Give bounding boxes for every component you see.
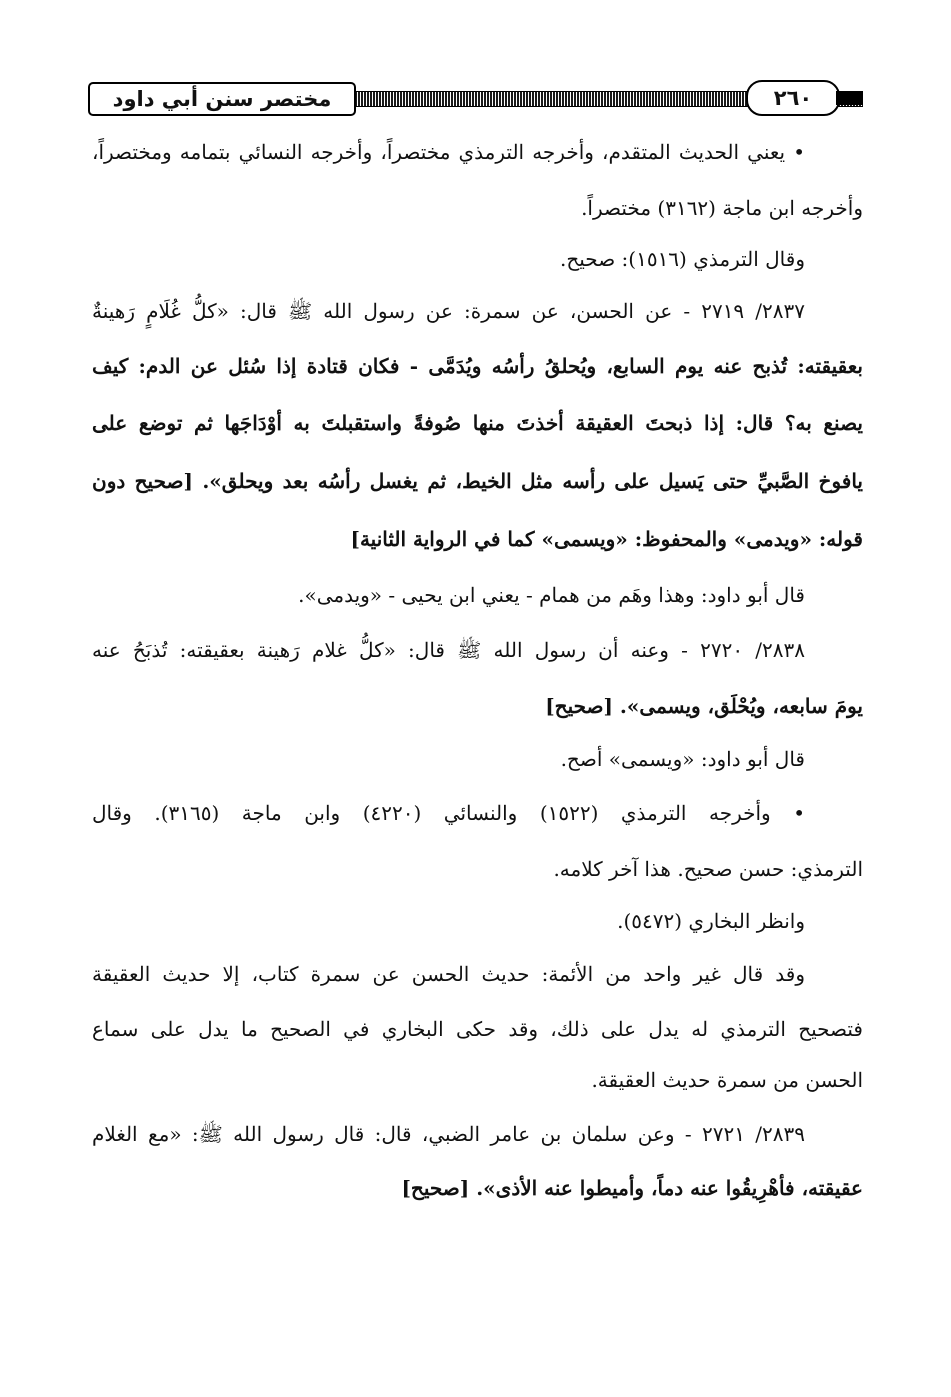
- text-line: • يعني الحديث المتقدم، وأخرجه الترمذي مختصراً، وأخرجه النسائي بتمامه ومختصراً،: [92, 140, 805, 164]
- text-line: فتصحيح الترمذي له يدل على ذلك، وقد حكى البخاري في الصحيح ما يدل على سماع: [92, 1017, 863, 1041]
- text-line: ٢٨٣٨/ ٢٧٢٠ - وعنه أن رسول الله ﷺ قال: «كلُّ غلام رَهينة بعقيقته: تُذبَحُ عنه: [92, 638, 805, 662]
- text-line: بعقيقته: تُذبح عنه يوم السابع، ويُحلقُ رأسُه ويُدَمَّى - فكان قتادة إذا سُئل عن الدم: كيف: [92, 354, 863, 378]
- text-line: • وأخرجه الترمذي (١٥٢٢) والنسائي (٤٢٢٠) وابن ماجة (٣١٦٥). وقال: [92, 801, 805, 825]
- text-line: وقال الترمذي (١٥١٦): صحيح.: [559, 247, 805, 271]
- text-line: يافوخ الصَّبيِّ حتى يَسيل على رأسه مثل الخيط، ثم يغسل رأسُه بعد ويحلق». [صحيح دون: [92, 469, 863, 493]
- text-line: يصنع به؟ قال: إذا ذبحتَ العقيقة أخذتَ منها صُوفةً واستقبلتَ به أوْدَاجَها ثم توضع على: [92, 411, 863, 435]
- text-line: ٢٨٣٧/ ٢٧١٩ - عن الحسن، عن سمرة: عن رسول الله ﷺ قال: «كلُّ غُلَامٍ رَهينةٌ: [92, 299, 805, 323]
- text-line: وانظر البخاري (٥٤٧٢).: [617, 909, 805, 933]
- text-line: عقيقته، فأهْرِيقُوا عنه دماً، وأميطوا عنه الأذى». [صحيح]: [401, 1176, 863, 1200]
- text-line: يومَ سابعه، ويُحْلَق، ويسمى». [صحيح]: [545, 694, 863, 718]
- book-title: مختصر سنن أبي داود: [88, 82, 356, 116]
- text-line: الترمذي: حسن صحيح. هذا آخر كلامه.: [553, 857, 863, 881]
- page-number: ٢٦٠: [746, 80, 840, 116]
- text-line: ٢٨٣٩/ ٢٧٢١ - وعن سلمان بن عامر الضبي، قال: قال رسول الله ﷺ: «مع الغلام: [92, 1122, 805, 1146]
- text-line: قال أبو داود: «ويسمى» أصح.: [560, 747, 805, 771]
- text-line: وقد قال غير واحد من الأئمة: حديث الحسن عن سمرة كتاب، إلا حديث العقيقة: [92, 962, 805, 986]
- running-header: [88, 80, 863, 116]
- text-line: قال أبو داود: وهذا وهَم من همام - يعني ابن يحيى - «ويدمى».: [298, 583, 805, 607]
- text-line: قوله: «ويدمى» والمحفوظ: «ويسمى» كما في الرواية الثانية]: [350, 527, 863, 551]
- text-line: وأخرجه ابن ماجة (٣١٦٢) مختصراً.: [581, 196, 863, 220]
- header-rule-end: [836, 91, 863, 105]
- text-line: الحسن من سمرة حديث العقيقة.: [591, 1068, 863, 1092]
